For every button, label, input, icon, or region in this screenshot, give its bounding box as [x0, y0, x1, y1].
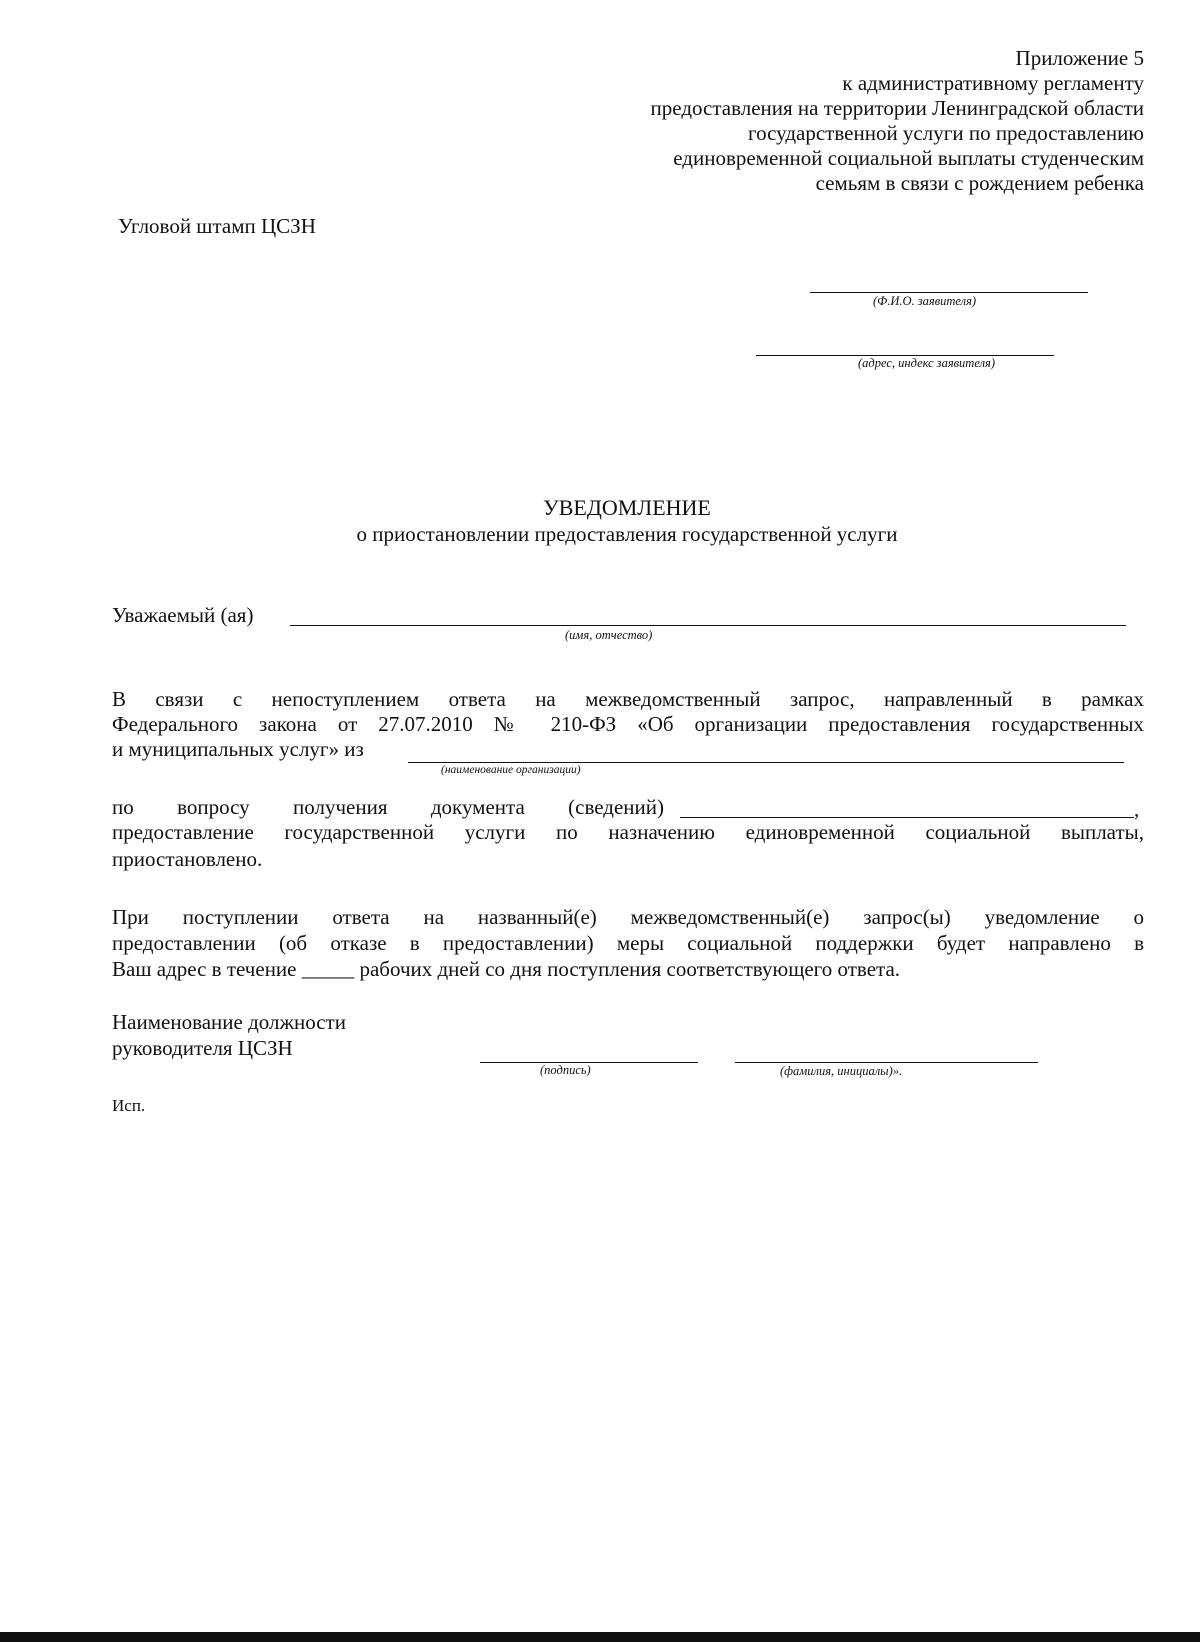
- para2-line-3: приостановлено.: [112, 847, 263, 871]
- para3-line-2: предоставлении (об отказе в предоставлении) меры социальной поддержки будет направлено в: [112, 931, 1144, 955]
- position-title-line-1: Наименование должности: [112, 1010, 346, 1034]
- header-line-5: единовременной социальной выплаты студенческим: [673, 146, 1144, 170]
- full-name-caption: (фамилия, инициалы)».: [780, 1064, 903, 1078]
- greeting-name-line: [290, 625, 1126, 626]
- organization-name-line: [408, 762, 1124, 763]
- para3-line-3: Ваш адрес в течение _____ рабочих дней со дня поступления соответствующего ответа.: [112, 957, 901, 981]
- document-info-line: [680, 817, 1134, 818]
- applicant-address-caption: (адрес, индекс заявителя): [858, 356, 995, 370]
- header-line-2: к административному регламенту: [842, 71, 1144, 95]
- para3-line-1: При поступлении ответа на названный(е) межведомственный(е) запрос(ы) уведомление о: [112, 905, 1144, 929]
- header-line-3: предоставления на территории Ленинградской области: [650, 96, 1144, 120]
- signature-caption: (подпись): [540, 1063, 591, 1077]
- header-line-6: семьям в связи с рождением ребенка: [815, 171, 1144, 195]
- greeting-name-caption: (имя, отчество): [565, 628, 653, 642]
- greeting-label: Уважаемый (ая): [112, 603, 254, 627]
- header-line-4: государственной услуги по предоставлению: [748, 121, 1144, 145]
- document-subtitle: о приостановлении предоставления государственной услуги: [356, 522, 898, 546]
- executor-label: Исп.: [112, 1096, 146, 1115]
- applicant-fio-caption: (Ф.И.О. заявителя): [873, 294, 977, 308]
- header-line-1: Приложение 5: [1015, 46, 1144, 70]
- full-name-line: [735, 1062, 1038, 1063]
- document-title: УВЕДОМЛЕНИЕ: [543, 495, 711, 520]
- para1-line-2: Федерального закона от 27.07.2010 № 210-ФЗ «Об организации предоставления государственных: [112, 712, 1144, 736]
- para1-line-3: и муниципальных услуг» из: [112, 737, 364, 761]
- position-title-line-2: руководителя ЦСЗН: [112, 1036, 293, 1060]
- para2-line-2: предоставление государственной услуги по назначению единовременной социальной выплаты,: [112, 820, 1144, 844]
- scan-bottom-edge: [0, 1632, 1200, 1642]
- applicant-fio-line: [810, 292, 1088, 293]
- organization-name-caption: (наименование организации): [441, 764, 581, 776]
- para1-line-1: В связи с непоступлением ответа на межведомственный запрос, направленный в рамках: [112, 687, 1144, 711]
- corner-stamp-label: Угловой штамп ЦСЗН: [118, 214, 316, 238]
- para2-comma: ,: [1134, 797, 1140, 821]
- para2-line-1: по вопросу получения документа (сведений): [112, 795, 664, 819]
